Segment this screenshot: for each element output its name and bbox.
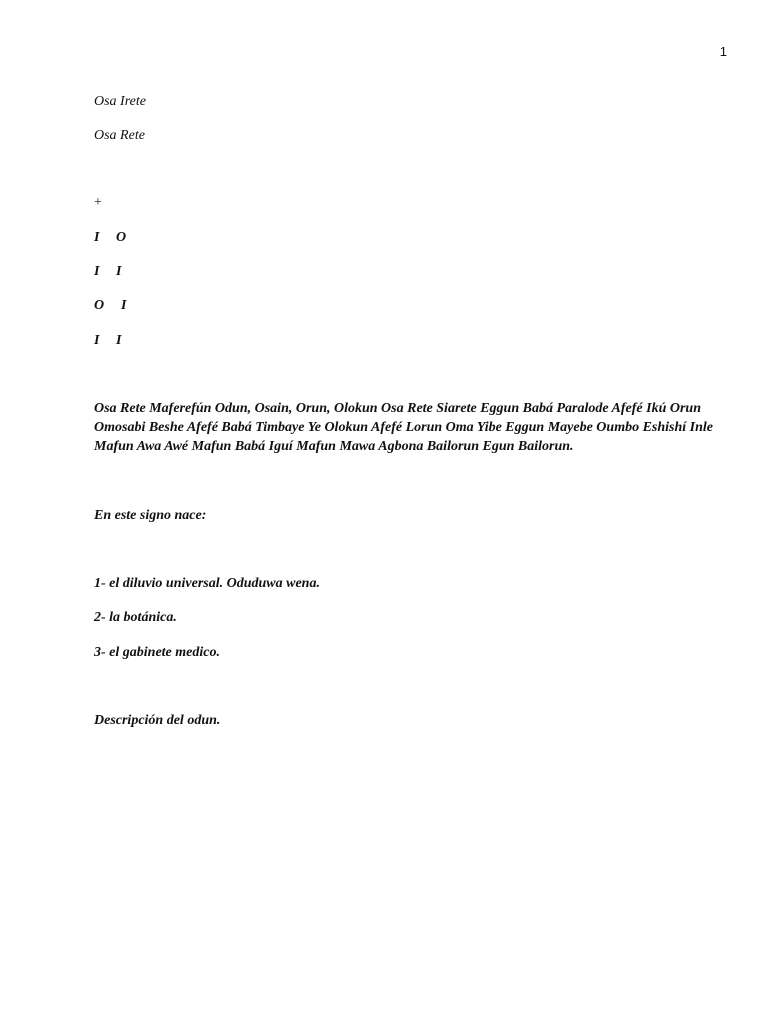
heading-line-1: Osa Irete: [94, 94, 146, 109]
sign-mark-left: I: [94, 333, 100, 348]
page-number: 1: [719, 44, 727, 59]
prayer-line-2: Omosabi Beshe Afefé Babá Timbaye Ye Olokun Afefé Lorun Oma Yibe Eggun Mayebe Oumbo Eshishí Inle: [94, 420, 714, 435]
sign-mark-left: I: [94, 264, 100, 279]
sign-mark-right: O: [116, 230, 127, 245]
sign-mark-left: O: [94, 298, 105, 313]
sign-row-1: [94, 228, 138, 247]
prayer-line-3: Mafun Awa Awé Mafun Babá Iguí Mafun Mawa Agbona Bailorun Egun Bailorun.: [94, 439, 574, 454]
prayer-line-1: Osa Rete Maferefún Odun, Osain, Orun, Olokun Osa Rete Siarete Eggun Babá Paralode Afefé Ikú Orun: [94, 401, 701, 416]
births-item-2: 2- la botánica.: [94, 610, 177, 625]
sign-mark-right: I: [121, 298, 127, 313]
sign-row-2: [94, 262, 138, 281]
sign-plus: +: [94, 195, 102, 210]
description-heading: Descripción del odun.: [94, 713, 221, 728]
sign-mark-left: I: [94, 230, 100, 245]
sign-mark-right: I: [116, 264, 122, 279]
prayer-paragraph: [94, 399, 724, 456]
births-item-1: 1- el diluvio universal. Oduduwa wena.: [94, 576, 320, 591]
sign-mark-right: I: [116, 333, 122, 348]
heading-line-2: Osa Rete: [94, 128, 145, 143]
sign-row-4: [94, 331, 138, 350]
sign-row-3: [94, 296, 143, 315]
births-item-3: 3- el gabinete medico.: [94, 645, 220, 660]
births-intro: En este signo nace:: [94, 508, 207, 523]
